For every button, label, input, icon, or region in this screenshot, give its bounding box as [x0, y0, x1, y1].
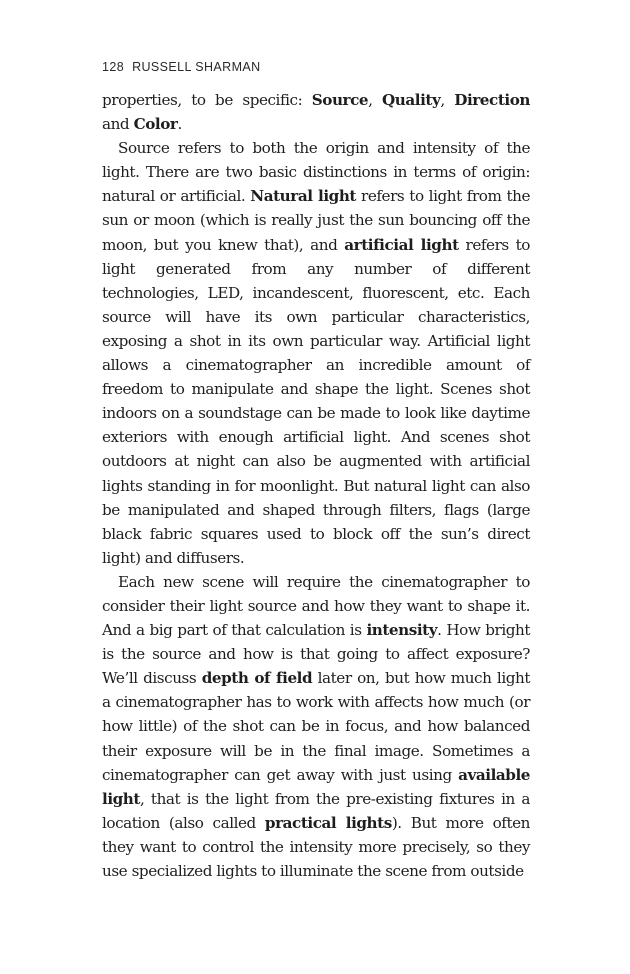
text-run: , [368, 91, 382, 109]
body-text [102, 88, 530, 883]
bold-term: Natural light [250, 187, 356, 206]
text-run: refers to light from the sun or moon (which is really just the sun bouncing off the moon, but you knew that), and [102, 187, 530, 254]
text-run: Source refers to both the origin and intensity of the light. There are two basic distinctions in terms of origin: natural or artificial. [102, 139, 530, 206]
bold-term: practical lights [264, 813, 392, 832]
bold-term: artificial light [344, 235, 459, 254]
bold-term: Color [133, 115, 178, 134]
bold-term: Quality [382, 91, 441, 109]
paragraph-2 [102, 136, 530, 570]
text-run: . How bright is the source and how is that going to affect exposure? We’ll discuss [102, 621, 531, 688]
text-run: refers to light generated from any number of different technologies, LED, incandescent, fluorescent, etc. Each source will have its own particular characteristics, exposing a shot in its own particular way. Artificial light allows a cinematographer an incredible amount of freedom to manipulate and shape the light. Scenes shot indoors on a soundstage can be made to look like daytime exteriors with enough artificial light. And scenes shot outdoors at night can also be augmented with artificial lights standing in for moonlight. But natural light can also be manipulated and shaped through filters, flags (large black fabric squares used to block off the sun’s direct light) and diffusers. [102, 235, 530, 567]
author-name: RUSSELL SHARMAN [132, 60, 261, 74]
text-run: ). But more often they want to control the intensity more precisely, so they use specialized lights to illuminate the scene from outside [102, 813, 530, 880]
paragraph-1 [102, 88, 530, 136]
text-run: and [102, 115, 134, 134]
bold-term: depth of field [201, 669, 313, 688]
bold-term: available light [102, 765, 530, 808]
text-run: , that is the light from the pre-existing fixtures in a location (also called [102, 789, 530, 832]
page-number: 128 [102, 60, 125, 74]
text-run: properties, to be specific: [102, 91, 312, 109]
bold-term: Source [311, 91, 369, 109]
text-run: , [440, 91, 455, 109]
text-run: later on, but how much light a cinematographer has to work with affects how much (or how little) of the shot can be in focus, and how balanced their exposure will be in the final image. Sometimes a cinematographer can get away with just using [102, 669, 530, 784]
running-head [102, 60, 261, 74]
bold-term: intensity [366, 621, 438, 640]
paragraph-3 [102, 570, 530, 883]
text-run: Each new scene will require the cinematographer to consider their light source and how they want to shape it. And a big part of that calculation is [102, 572, 530, 640]
text-run: . [177, 115, 182, 134]
bold-term: Direction [454, 91, 530, 109]
